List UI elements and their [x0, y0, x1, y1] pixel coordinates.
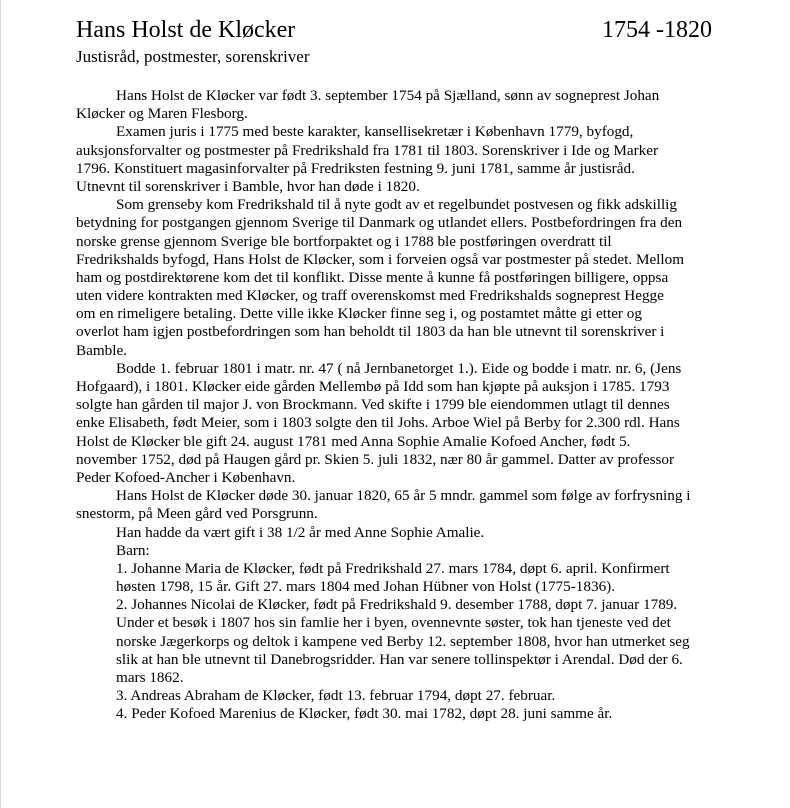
text-line: snestorm, på Meen gård ved Porsgrunn. — [76, 505, 318, 523]
text-line: Hans Holst de Kløcker døde 30. januar 1820, 65 år 5 mndr. gammel som følge av forfrysning i — [116, 487, 691, 505]
text-line: 4. Peder Kofoed Marenius de Kløcker, født 30. mai 1782, døpt 28. juni samme år. — [116, 705, 613, 723]
text-line: Kløcker og Maren Flesborg. — [76, 105, 248, 123]
text-line: 1796. Konstituert magasinforvalter på Fredriksten festning 9. juni 1781, samme år justisråd. — [76, 159, 635, 177]
text-line: Examen juris i 1775 med beste karakter, kansellisekretær i København 1779, byfogd, — [116, 123, 634, 141]
text-line: Peder Kofoed-Ancher i København. — [76, 468, 296, 486]
text-line: Han hadde da vært gift i 38 1/2 år med Anne Sophie Amalie. — [116, 523, 485, 541]
text-line: Barn: — [116, 541, 150, 559]
text-line: Holst de Kløcker ble gift 24. august 1781 med Anna Sophie Amalie Kofoed Ancher, født 5. — [76, 432, 631, 450]
text-line: Som grenseby kom Fredrikshald til å nyte godt av et regelbundet postvesen og fikk adskillig — [116, 196, 677, 214]
text-line: 2. Johannes Nicolai de Kløcker, født på Fredrikshald 9. desember 1788, døpt 7. januar 1789. — [116, 596, 678, 614]
text-line: Fredrikshalds byfogd, Hans Holst de Kløcker, som i forveien også var postmester på stedet. Mellom — [76, 250, 685, 268]
text-line: 1. Johanne Maria de Kløcker, født på Fredrikshald 27. mars 1784, døpt 6. april. Konfirmert — [116, 559, 670, 577]
text-line: slik at han ble utnevnt til Danebrogsridder. Han var senere tollinspektør i Arendal. Død der 6. — [116, 650, 683, 668]
text-line: uten videre kontrakten med Kløcker, og traff overenskomst med Fredrikshalds sogneprest Hegge — [76, 287, 664, 305]
text-line: norske Jægerkorps og deltok i kampene ved Berby 12. september 1808, hvor han utmerket seg — [116, 632, 690, 650]
text-line: mars 1862. — [116, 669, 184, 686]
text-line: overlot ham igjen postbefordringen som han beholdt til 1803 da han ble utnevnt til sorenskriver i — [76, 323, 665, 341]
text-line: 3. Andreas Abraham de Kløcker, født 13. februar 1794, døpt 27. februar. — [116, 687, 556, 705]
person-name: Hans Holst de Kløcker — [76, 17, 296, 43]
document-header — [76, 16, 716, 68]
text-line: ham og postdirektørene kom det til konflikt. Disse mente å kunne få postføringen billigere, oppsa — [76, 268, 669, 286]
person-subtitle: Justisråd, postmester, sorenskriver — [76, 47, 310, 66]
title-row — [76, 16, 716, 44]
text-line: Utnevnt til sorenskriver i Bamble, hvor han døde i 1820. — [76, 177, 420, 195]
biography-text — [76, 87, 726, 724]
text-line: Under et besøk i 1807 hos sin famlie her i byen, ovennevnte søster, tok han tjeneste ved det — [116, 614, 671, 632]
text-line: solgte han gården til major J. von Brockmann. Ved skifte i 1799 ble eiendommen utlagt til dennes — [76, 396, 670, 414]
text-line: Bamble. — [76, 341, 128, 359]
text-line: betydning for postgangen gjennom Sverige til Danmark og utlandet ellers. Postbefordringen fra den — [76, 214, 683, 232]
text-line: høsten 1798, 15 år. Gift 27. mars 1804 med Johan Hübner von Holst (1775-1836). — [116, 578, 616, 596]
text-line: enke Elisabeth, født Meier, som i 1803 solgte den til Johs. Arboe Wiel på Berby for 2.300 rdl. Hans — [76, 414, 680, 432]
text-line: om en rimeligere betaling. Dette ville ikke Kløcker finne seg i, og postamtet måtte gi etter og — [76, 305, 642, 323]
text-line: Hans Holst de Kløcker var født 3. september 1754 på Sjælland, sønn av sogneprest Johan — [116, 87, 660, 104]
text-line: Hofgaard), i 1801. Kløcker eide gården Mellembø på Idd som han kjøpte på auksjon i 1785. 1793 — [76, 378, 670, 395]
text-line: november 1752, død på Haugen gård pr. Skien 5. juli 1832, nær 80 år gammel. Datter av professor — [76, 450, 675, 468]
text-line: Bodde 1. februar 1801 i matr. nr. 47 ( nå Jernbanetorget 1.). Eide og bodde i matr. nr. 6, (Jens — [116, 359, 682, 377]
text-line: norske grense gjennom Sverige ble bortforpaktet og i 1788 ble postføringen overdratt til — [76, 232, 612, 250]
text-line: auksjonsforvalter og postmester på Fredrikshald fra 1781 til 1803. Sorenskriver i Ide og Marker — [76, 141, 659, 159]
life-years: 1754 -1820 — [602, 17, 712, 43]
page-left-edge — [0, 0, 1, 808]
